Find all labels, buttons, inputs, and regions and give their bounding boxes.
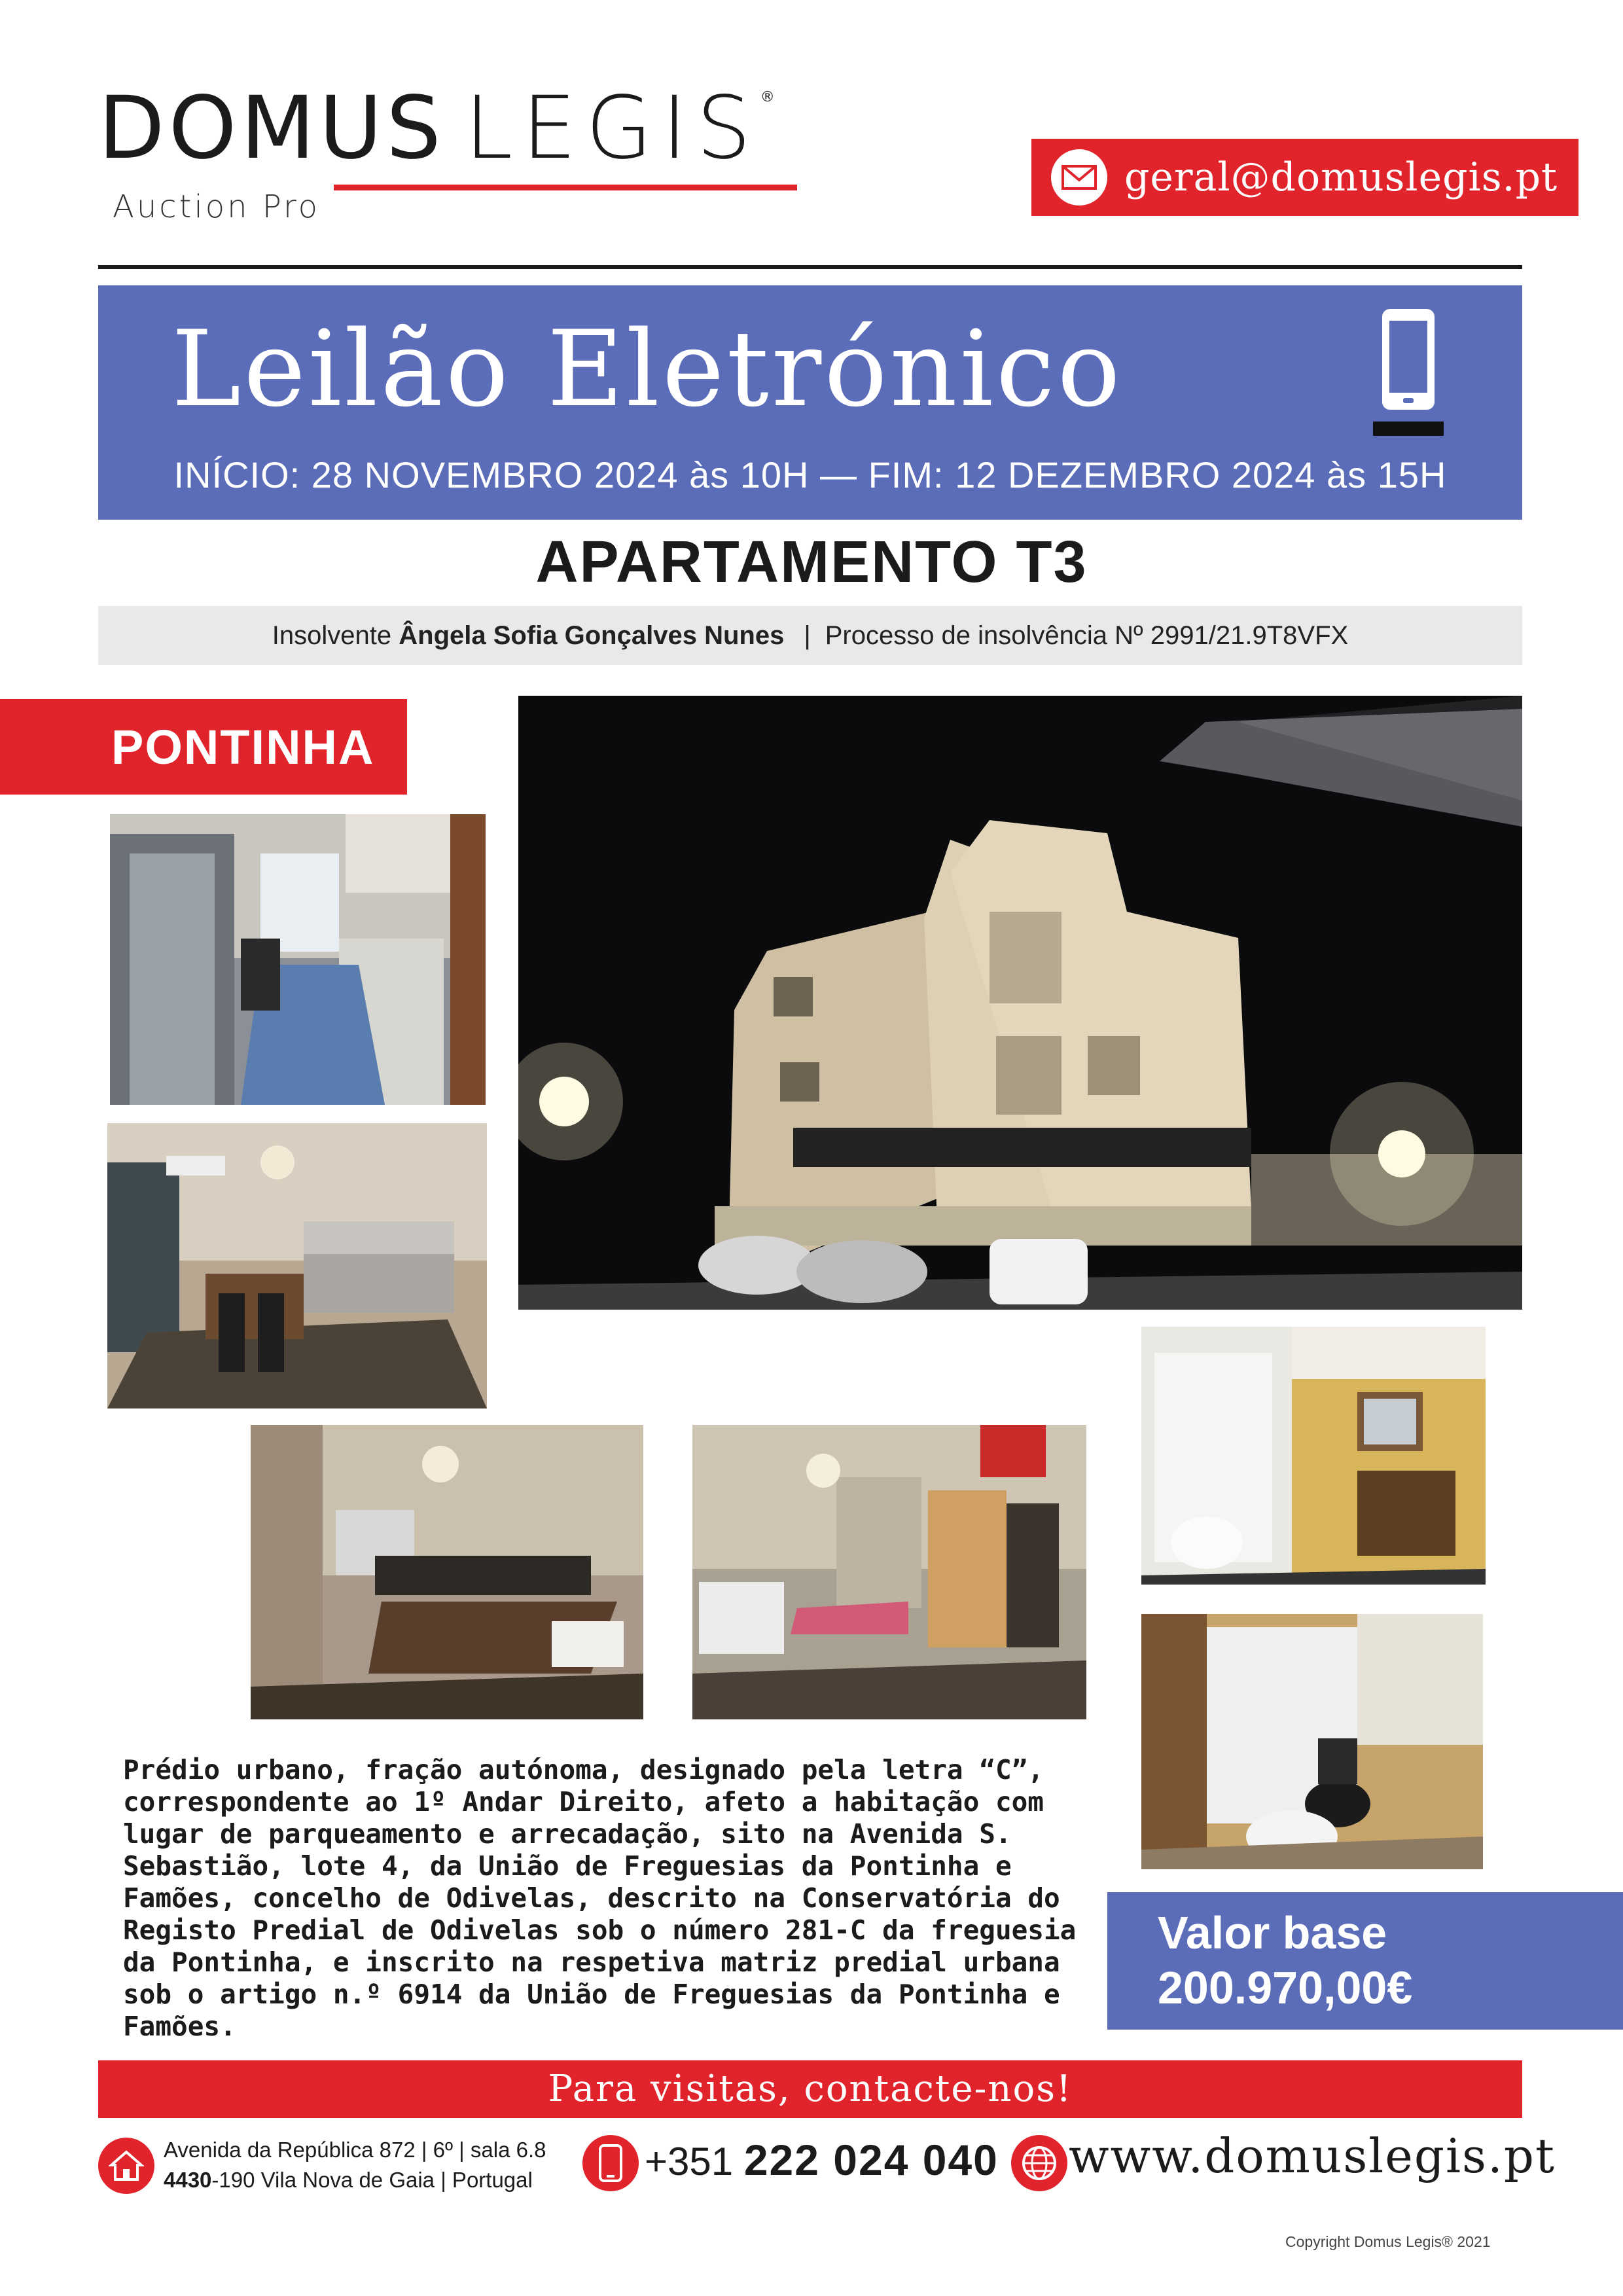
phone-contact-link[interactable] (645, 2135, 999, 2185)
location-tag (0, 699, 407, 795)
email-contact-button[interactable] (1031, 139, 1578, 216)
phone-icon (582, 2135, 639, 2191)
address-postcode: 4430 (164, 2168, 212, 2192)
email-address: geral@domuslegis.pt (1124, 154, 1558, 200)
insolvent-name: Ângela Sofia Gonçalves Nunes (399, 620, 785, 650)
property-description: Prédio urbano, fração autónoma, designado pela letra “C”, correspondente ao 1º Andar Direito, afeto a habitação com lugar de parqueamento e arrecadação, sito na Avenida S. Sebastião, lote 4, da União de Freguesias da Pontinha e Famões, concelho de Odivelas, descrito na Conservatória do Registo Predial de Odivelas sob o número 281-C da freguesia da Pontinha, e inscrito na respetiva matriz predial urbana sob o artigo n.º 6914 da União de Freguesias da Pontinha e Famões. (123, 1754, 1077, 2042)
price-label: Valor base (1158, 1907, 1387, 1958)
info-separator: | (804, 620, 811, 650)
registered-mark: ® (760, 89, 779, 105)
price-value: 200.970,00€ (1158, 1962, 1413, 2013)
address-line-2: -190 Vila Nova de Gaia | Portugal (211, 2168, 533, 2192)
banner-title: Leilão Eletrónico (171, 308, 1123, 430)
brand-name-part1: DOMUS (98, 78, 445, 179)
location-name: PONTINHA (111, 719, 375, 774)
property-title: APARTAMENTO T3 (535, 529, 1088, 595)
photo-bathroom-2 (1141, 1614, 1483, 1869)
phone-prefix: +351 (645, 2140, 734, 2183)
insolvency-info-bar (98, 606, 1522, 665)
photo-living-room (107, 1123, 487, 1408)
process-number: Processo de insolvência Nº 2991/21.9T8VFX (825, 620, 1349, 650)
office-address (164, 2135, 546, 2195)
photo-bedroom-2 (692, 1425, 1086, 1719)
header-divider (98, 265, 1522, 269)
home-icon (98, 2138, 154, 2194)
auction-dates: INÍCIO: 28 NOVEMBRO 2024 às 10H — FIM: 12 DEZEMBRO 2024 às 15H (173, 454, 1447, 495)
visit-cta-banner: Para visitas, contacte-nos! (98, 2060, 1522, 2118)
email-icon (1051, 149, 1107, 206)
insolvent-label: Insolvente (272, 620, 392, 650)
copyright-notice: Copyright Domus Legis® 2021 (1285, 2233, 1491, 2250)
brand-logo (98, 78, 779, 179)
website-link[interactable]: www.domuslegis.pt (1069, 2128, 1556, 2183)
photo-building-exterior (518, 696, 1522, 1310)
photo-bedroom-1 (251, 1425, 643, 1719)
brand-name-part2: LEGIS (464, 78, 760, 179)
photo-kitchen (110, 814, 486, 1105)
globe-icon (1011, 2135, 1067, 2191)
phone-number: 222 024 040 (743, 2136, 999, 2184)
brand-tagline: Auction Pro (113, 188, 320, 225)
logo-underline (334, 185, 797, 190)
base-price-box (1107, 1892, 1623, 2030)
photo-bathroom-1 (1141, 1327, 1486, 1585)
smartphone-icon (1373, 306, 1445, 440)
address-line-1: Avenida da República 872 | 6º | sala 6.8 (164, 2138, 546, 2162)
